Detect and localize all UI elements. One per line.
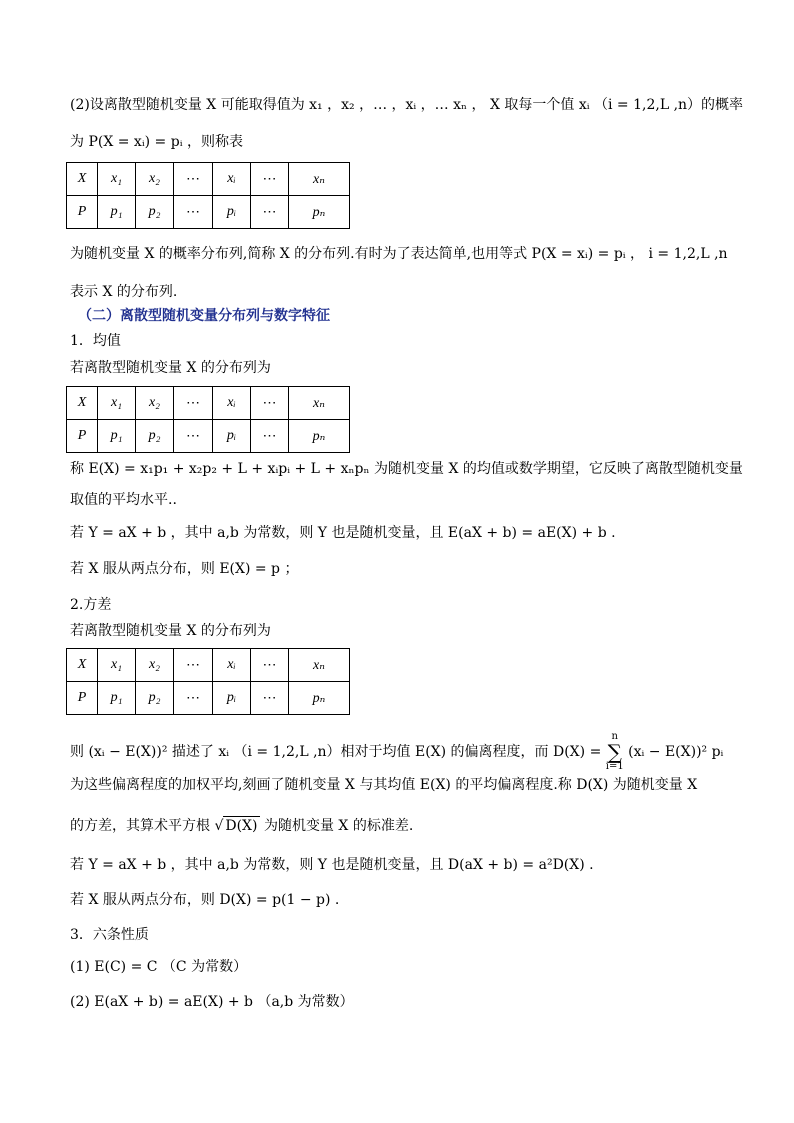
variance-line-1-tail: (xᵢ − E(X))² pᵢ [628,744,724,760]
variance-line-1-text: 则 (xᵢ − E(X))² 描述了 xᵢ （i = 1,2,L ,n）相对于均值 E(X) 的偏离程度，而 D(X) = [70,744,602,760]
property-2: (2) E(aX + b) = aE(X) + b （a,b 为常数） [70,994,354,1010]
table-cell: X [67,387,98,420]
table-cell: P [67,196,98,229]
distribution-table-1 [66,162,350,229]
table-cell: ⋯ [251,649,289,682]
table-cell: pₙ [289,420,350,453]
table-cell: xₙ [289,649,350,682]
summation-symbol [606,732,624,772]
table-cell: x₂ [136,163,174,196]
mean-line-2: 取值的平均水平.. [70,492,177,508]
table-cell: x₂ [136,387,174,420]
table-cell: ⋯ [251,196,289,229]
table-row [67,682,350,715]
sigma-glyph: ∑ [607,740,622,764]
table-cell: X [67,649,98,682]
table-cell: x₁ [98,649,136,682]
table-cell: pₙ [289,196,350,229]
table-cell: ⋯ [174,649,213,682]
table-cell: p₁ [98,682,136,715]
table-cell: x₁ [98,163,136,196]
sqrt-content: D(X) [225,818,258,834]
table-cell: xᵢ [213,163,251,196]
mean-line-1: 称 E(X) = x₁p₁ + x₂p₂ + L + xᵢpᵢ + L + xₙpₙ 为随机变量 X 的均值或数学期望，它反映了离散型随机变量 [70,461,743,477]
mean-intro: 若离散型随机变量 X 的分布列为 [70,360,271,376]
variance-line-4: 若 Y = aX + b ，其中 a,b 为常数，则 Y 也是随机变量，且 D(aX + b) = a²D(X) . [70,857,594,873]
mean-line-3: 若 Y = aX + b ，其中 a,b 为常数，则 Y 也是随机变量，且 E(aX + b) = aE(X) + b . [70,525,616,541]
table-cell: ⋯ [174,420,213,453]
table-row [67,649,350,682]
table-cell: p₂ [136,682,174,715]
intro-line-1: (2)设离散型随机变量 X 可能取得值为 x₁ ，x₂ ，… ，xᵢ ，… xₙ ， X 取每一个值 xᵢ （i = 1,2,L ,n）的概率 [70,97,744,113]
mean-title: 1．均值 [70,333,121,349]
mean-line-4: 若 X 服从两点分布，则 E(X) = p ； [70,561,299,577]
table-row [67,387,350,420]
table-cell: X [67,163,98,196]
intro-line-3: 为随机变量 X 的概率分布列,简称 X 的分布列.有时为了表达简单,也用等式 P(X = xᵢ) = pᵢ ， i = 1,2,L ,n [70,246,728,262]
variance-line-3-text: 的方差，其算术平方根 [70,818,210,834]
table-cell: pᵢ [213,682,251,715]
table-cell: xₙ [289,387,350,420]
properties-title: 3．六条性质 [70,927,149,943]
table-cell: x₁ [98,387,136,420]
table-cell: ⋯ [251,163,289,196]
intro-line-2: 为 P(X = xᵢ) = pᵢ ，则称表 [70,134,243,150]
property-1: (1) E(C) = C （C 为常数） [70,959,248,975]
table-cell: xᵢ [213,387,251,420]
table-cell: ⋯ [251,682,289,715]
table-cell: ⋯ [174,196,213,229]
variance-line-2: 为这些偏离程度的加权平均,刻画了随机变量 X 与其均值 E(X) 的平均偏离程度.称 D(X) 为随机变量 X [70,777,698,793]
sqrt-radical: √ [214,818,224,834]
table-row [67,196,350,229]
table-cell: ⋯ [251,387,289,420]
sum-lower-limit: i=1 [605,761,624,772]
table-row [67,163,350,196]
table-cell: xᵢ [213,649,251,682]
table-cell: p₂ [136,420,174,453]
table-cell: pᵢ [213,196,251,229]
table-cell: p₁ [98,420,136,453]
variance-intro: 若离散型随机变量 X 的分布列为 [70,623,271,639]
sum-upper-limit: n [611,731,618,742]
variance-line-3-tail: 为随机变量 X 的标准差. [263,818,414,834]
variance-title: 2.方差 [70,597,112,613]
table-cell: pₙ [289,682,350,715]
variance-line-3 [70,816,413,835]
table-cell: ⋯ [174,163,213,196]
table-cell: p₂ [136,196,174,229]
table-row [67,420,350,453]
table-cell: xₙ [289,163,350,196]
table-cell: p₁ [98,196,136,229]
distribution-table-3 [66,648,350,715]
table-cell: P [67,420,98,453]
table-cell: P [67,682,98,715]
variance-line-1 [70,732,723,772]
table-cell: ⋯ [251,420,289,453]
intro-line-4: 表示 X 的分布列. [70,284,178,300]
section-heading: （二）离散型随机变量分布列与数字特征 [78,308,330,324]
distribution-table-2 [66,386,350,453]
variance-line-5: 若 X 服从两点分布，则 D(X) = p(1 − p) . [70,892,340,908]
table-cell: ⋯ [174,387,213,420]
table-cell: ⋯ [174,682,213,715]
table-cell: x₂ [136,649,174,682]
table-cell: pᵢ [213,420,251,453]
